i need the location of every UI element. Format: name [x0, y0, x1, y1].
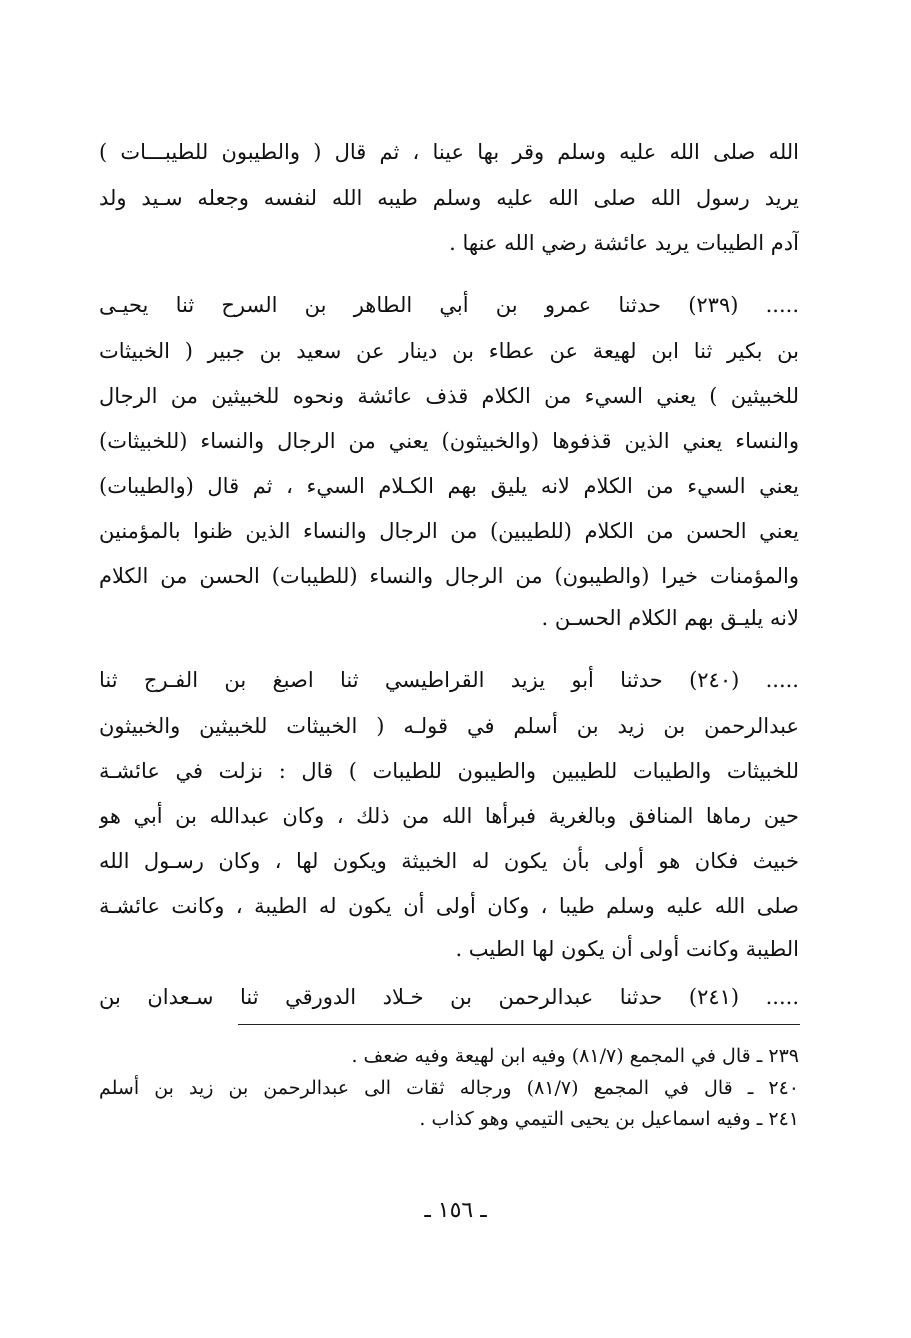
text-line: الله صلى الله عليه وسلم وقر بها عينا ، ثم قال ( والطيبون للطيبـــات ): [99, 140, 799, 164]
footnote: ٢٣٩ ـ قال في المجمع (٨١/٧) وفيه ابن لهيعة وفيه ضعف .: [351, 1045, 799, 1067]
text-line: ..... (٢٤٠) حدثنا أبو يزيد القراطيسي ثنا اصبغ بن الفـرج ثنا: [99, 668, 799, 692]
text-line: ..... (٢٣٩) حدثنا عمرو بن أبي الطاهر بن السرح ثنا يحيـى: [99, 293, 799, 317]
text-line: عبدالرحمن بن زيد بن أسلم في قولـه ( الخبيثات للخبيثين والخبيثون: [99, 714, 799, 738]
text-line: خبيث فكان هو أولى بأن يكون له الخبيثة ويكون لها ، وكان رسـول الله: [99, 849, 799, 873]
footnote: ٢٤٠ ـ قال في المجمع (٨١/٧) ورجاله ثقات الى عبدالرحمن بن زيد بن أسلم: [99, 1077, 799, 1099]
text-line: والنساء يعني الذين قذفوها (والخبيثون) يعني من الرجال والنساء (للخبيثات): [99, 429, 799, 453]
page-number: ـ ١٥٦ ـ: [424, 1198, 487, 1223]
text-line: والمؤمنات خيرا (والطيبون) من الرجال والنساء (للطيبات) الحسن من الكلام: [99, 564, 799, 588]
text-line: حين رماها المنافق وبالغرية فبرأها الله من ذلك ، وكان عبدالله بن أبي هو: [99, 804, 799, 828]
text-line: للخبيثات والطيبات للطيبين والطيبون للطيبات ) قال : نزلت في عائشـة: [99, 759, 799, 783]
text-line: صلى الله عليه وسلم طيبا ، وكان أولى أن يكون له الطيبة ، وكانت عائشـة: [99, 894, 799, 918]
text-line: ..... (٢٤١) حدثنا عبدالرحمن بن خـلاد الدورقي ثنا سـعدان بن: [99, 985, 799, 1009]
text-line: يعني السيء من الكلام لانه يليق بهم الكـلام السيء ، ثم قال (والطيبات): [99, 474, 799, 498]
text-line: للخبيثين ) يعني السيء من الكلام قذف عائشة ونحوه للخبيثين من الرجال: [99, 384, 799, 408]
text-line: الطيبة وكانت أولى أن يكون لها الطيب .: [455, 937, 799, 961]
footnote: ٢٤١ ـ وفيه اسماعيل بن يحيى التيمي وهو كذاب .: [419, 1108, 799, 1130]
text-line: آدم الطيبات يريد عائشة رضي الله عنها .: [449, 231, 799, 255]
text-line: لانه يليـق بهم الكلام الحسـن .: [541, 606, 799, 630]
footnote-separator: [238, 1024, 800, 1025]
text-line: يعني الحسن من الكلام (للطيبين) من الرجال والنساء الذين ظنوا بالمؤمنين: [99, 519, 799, 543]
text-line: يريد رسول الله صلى الله عليه وسلم طيبه الله لنفسه وجعله سـيد ولد: [99, 186, 799, 210]
text-line: بن بكير ثنا ابن لهيعة عن عطاء بن دينار عن سعيد بن جبير ( الخبيثات: [99, 339, 799, 363]
